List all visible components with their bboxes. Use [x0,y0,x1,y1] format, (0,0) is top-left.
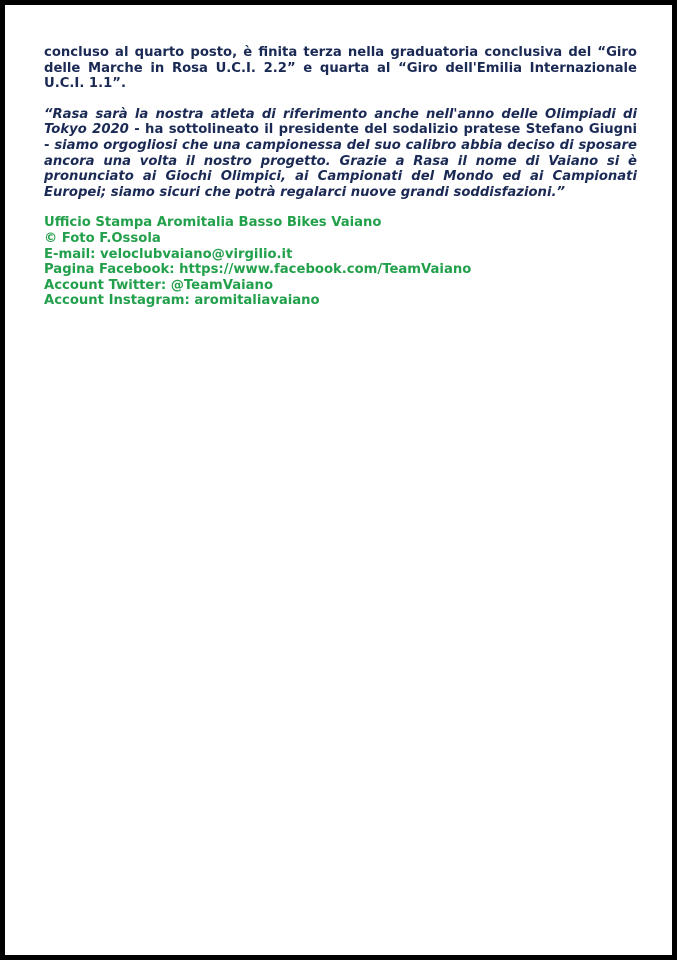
document-page [5,5,672,955]
facebook-line: Pagina Facebook: https://www.facebook.com/TeamVaiano [44,262,472,278]
email-line: E-mail: veloclubvaiano@virgilio.it [44,246,293,262]
paragraph-quote [44,107,637,201]
press-office-line: Ufficio Stampa Aromitalia Basso Bikes Vaiano [44,215,382,231]
quote-continuation: siamo orgogliosi che una campionessa del suo calibro abbia deciso di sposare ancora una volta il nostro progetto. Grazie a Rasa il nome di Vaiano si è pronunciato ai Giochi Olimpici, ai Campionati del Mondo ed ai Campionati Europei; siamo sicuri che potrà regalarci nuove grandi soddisfazioni.” [44,137,637,200]
quote-opening: “Rasa sarà la nostra atleta di riferimento anche nell'anno delle Olimpiadi di Tokyo 2020 [44,106,637,138]
paragraph-results: concluso al quarto posto, è finita terza nella graduatoria conclusiva del “Giro delle Marche in Rosa U.C.I. 2.2” e quarta al “Giro dell'Emilia Internazionale U.C.I. 1.1”. [44,45,637,92]
twitter-line: Account Twitter: @TeamVaiano [44,277,274,293]
document-content [44,45,637,309]
quote-attribution: - ha sottolineato il presidente del sodalizio pratese Stefano Giugni - [44,122,638,153]
photo-credit-line: © Foto F.Ossola [44,230,161,246]
instagram-line: Account Instagram: aromitaliavaiano [44,293,320,309]
contacts-block [44,215,637,309]
